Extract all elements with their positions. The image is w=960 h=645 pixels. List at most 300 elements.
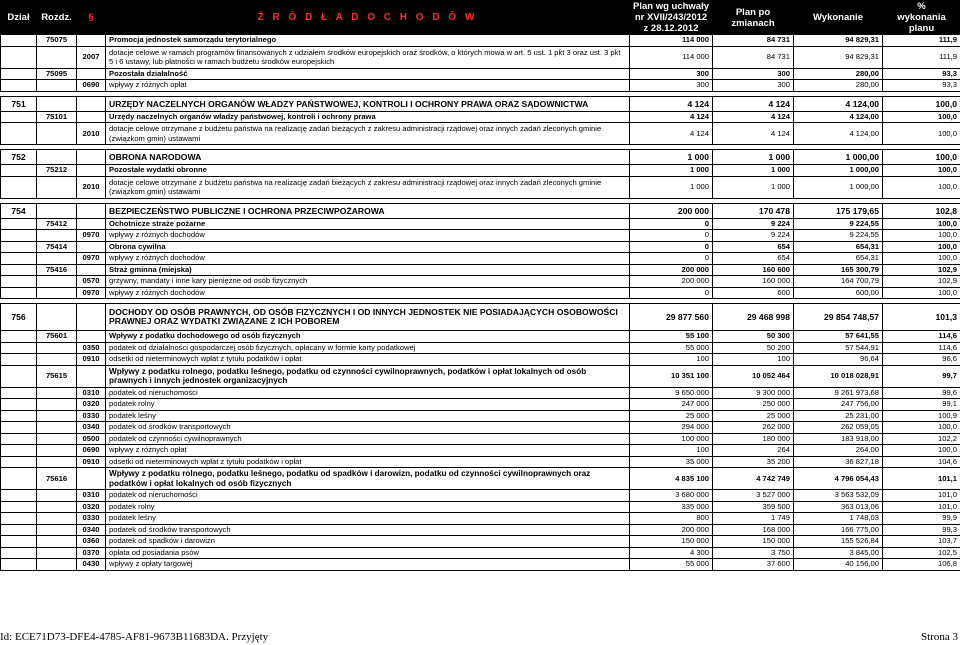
cell-procent: 96,6 (883, 354, 960, 366)
cell-rozdzial (37, 342, 77, 354)
cell-dzial: 756 (1, 304, 37, 331)
cell-nazwa: Pozostała działalność (106, 68, 630, 80)
cell-nazwa: DOCHODY OD OSÓB PRAWNYCH, OD OSÓB FIZYCZNYCH I OD INNYCH JEDNOSTEK NIE POSIADAJĄCYCH OSOBOWOŚCI PRAWNEJ ORAZ WYDATKI ZWIĄZANE Z ICH POBOREM (106, 304, 630, 331)
cell-rozdzial (37, 387, 77, 399)
cell-plan-po-zmianach: 250 000 (713, 399, 794, 411)
cell-paragraf: 0340 (77, 422, 106, 434)
cell-dzial (1, 501, 37, 513)
cell-procent: 93,3 (883, 80, 960, 92)
cell-plan-uchwala: 100 (630, 445, 713, 457)
cell-rozdzial (37, 445, 77, 457)
cell-plan-uchwala: 300 (630, 80, 713, 92)
cell-plan-uchwala: 0 (630, 287, 713, 299)
cell-dzial (1, 342, 37, 354)
cell-rozdzial: 75101 (37, 111, 77, 123)
cell-dzial (1, 46, 37, 68)
cell-plan-uchwala: 0 (630, 218, 713, 230)
cell-plan-uchwala: 335 000 (630, 501, 713, 513)
cell-wykonanie: 155 526,84 (794, 536, 883, 548)
cell-procent: 99,7 (883, 365, 960, 387)
cell-rozdzial (37, 524, 77, 536)
cell-procent: 100,0 (883, 287, 960, 299)
cell-paragraf: 0320 (77, 501, 106, 513)
cell-nazwa: wpływy z różnych dochodów (106, 230, 630, 242)
cell-nazwa: Promocja jednostek samorządu terytorialnego (106, 35, 630, 47)
cell-plan-po-zmianach: 262 000 (713, 422, 794, 434)
table-row (1, 304, 960, 331)
cell-plan-po-zmianach: 300 (713, 80, 794, 92)
table-row (1, 241, 960, 253)
table-row (1, 342, 960, 354)
cell-dzial (1, 490, 37, 502)
table-body (1, 35, 960, 571)
cell-nazwa: wpływy z różnych dochodów (106, 287, 630, 299)
table-row (1, 387, 960, 399)
pct-line2: wykonania (897, 12, 946, 23)
cell-plan-uchwala: 3 680 000 (630, 490, 713, 502)
table-row (1, 536, 960, 548)
cell-procent: 114,6 (883, 342, 960, 354)
cell-procent: 100,0 (883, 176, 960, 198)
table-row (1, 287, 960, 299)
cell-rozdzial: 75075 (37, 35, 77, 47)
cell-plan-uchwala: 114 000 (630, 35, 713, 47)
cell-wykonanie: 4 796 054,43 (794, 468, 883, 490)
cell-nazwa: Ochotnicze straże pożarne (106, 218, 630, 230)
cell-plan-po-zmianach: 35 200 (713, 456, 794, 468)
cell-rozdzial (37, 46, 77, 68)
cell-rozdzial (37, 433, 77, 445)
cell-paragraf (77, 165, 106, 177)
cell-plan-po-zmianach: 160 000 (713, 276, 794, 288)
table-row (1, 513, 960, 525)
cell-paragraf: 0430 (77, 559, 106, 571)
cell-paragraf: 0690 (77, 80, 106, 92)
cell-wykonanie: 164 700,79 (794, 276, 883, 288)
cell-paragraf: 0370 (77, 547, 106, 559)
cell-rozdzial (37, 276, 77, 288)
cell-procent: 100,0 (883, 111, 960, 123)
cell-plan-uchwala: 200 000 (630, 264, 713, 276)
table-row (1, 490, 960, 502)
cell-rozdzial (37, 123, 77, 145)
table-row (1, 123, 960, 145)
cell-plan-po-zmianach: 84 731 (713, 35, 794, 47)
cell-plan-uchwala: 800 (630, 513, 713, 525)
table-row (1, 253, 960, 265)
header-percent (883, 1, 960, 35)
cell-nazwa: Wpływy z podatku rolnego, podatku leśnego, podatku od czynności cywilnoprawnych, podatków i opłat lokalnych od osób prawnych i innych jednostek organizacyjnych (106, 365, 630, 387)
table-row (1, 559, 960, 571)
cell-plan-uchwala: 114 000 (630, 46, 713, 68)
cell-nazwa: opłata od posiadania psów (106, 547, 630, 559)
cell-paragraf: 2010 (77, 176, 106, 198)
cell-paragraf: 0350 (77, 342, 106, 354)
cell-dzial (1, 80, 37, 92)
cell-plan-uchwala: 4 124 (630, 111, 713, 123)
cell-procent: 100,0 (883, 445, 960, 457)
cell-nazwa: podatek leśny (106, 410, 630, 422)
cell-wykonanie: 96,64 (794, 354, 883, 366)
table-row (1, 422, 960, 434)
cell-nazwa: podatek od środków transportowych (106, 422, 630, 434)
cell-wykonanie: 94 829,31 (794, 46, 883, 68)
cell-procent: 111,9 (883, 46, 960, 68)
plan-wg-line2: nr XVII/243/2012 (634, 12, 708, 23)
cell-plan-po-zmianach: 3 750 (713, 547, 794, 559)
cell-procent: 102,2 (883, 433, 960, 445)
cell-wykonanie: 9 224,55 (794, 218, 883, 230)
cell-nazwa: podatek od spadków i darowizn (106, 536, 630, 548)
cell-plan-uchwala: 200 000 (630, 524, 713, 536)
cell-paragraf: 0970 (77, 253, 106, 265)
table-row (1, 524, 960, 536)
cell-nazwa: podatek od nieruchomości (106, 387, 630, 399)
cell-procent: 102,8 (883, 203, 960, 218)
cell-paragraf: 0970 (77, 287, 106, 299)
cell-wykonanie: 1 000,00 (794, 176, 883, 198)
cell-dzial (1, 547, 37, 559)
cell-plan-po-zmianach: 37 600 (713, 559, 794, 571)
cell-procent: 101,0 (883, 490, 960, 502)
cell-nazwa: dotacje celowe otrzymane z budżetu państwa na realizację zadań bieżących z zakresu administracji rządowej oraz innych zadań zleconych gminie (związkom gmin) ustawami (106, 123, 630, 145)
cell-dzial (1, 68, 37, 80)
cell-paragraf: 0310 (77, 490, 106, 502)
cell-plan-uchwala: 100 000 (630, 433, 713, 445)
cell-plan-uchwala: 150 000 (630, 536, 713, 548)
cell-rozdzial: 75616 (37, 468, 77, 490)
cell-procent: 101,0 (883, 501, 960, 513)
cell-plan-uchwala: 200 000 (630, 203, 713, 218)
table-row (1, 111, 960, 123)
table-row (1, 410, 960, 422)
cell-paragraf: 0320 (77, 399, 106, 411)
table-row (1, 354, 960, 366)
cell-plan-po-zmianach: 170 478 (713, 203, 794, 218)
cell-wykonanie: 4 124,00 (794, 111, 883, 123)
cell-plan-uchwala: 0 (630, 241, 713, 253)
cell-plan-uchwala: 294 000 (630, 422, 713, 434)
header-rozdz: Rozdz. (37, 1, 77, 35)
cell-plan-po-zmianach: 654 (713, 241, 794, 253)
cell-paragraf: 0500 (77, 433, 106, 445)
pct-line3: planu (908, 23, 935, 34)
cell-wykonanie: 4 124,00 (794, 96, 883, 111)
cell-dzial (1, 331, 37, 343)
cell-dzial (1, 410, 37, 422)
cell-wykonanie: 183 918,00 (794, 433, 883, 445)
cell-rozdzial (37, 501, 77, 513)
table-row (1, 456, 960, 468)
cell-wykonanie: 57 544,91 (794, 342, 883, 354)
cell-wykonanie: 3 845,00 (794, 547, 883, 559)
cell-wykonanie: 9 261 973,68 (794, 387, 883, 399)
table-row (1, 547, 960, 559)
cell-dzial (1, 387, 37, 399)
table-row (1, 365, 960, 387)
cell-nazwa: Urzędy naczelnych organów władzy państwowej, kontroli i ochrony prawa (106, 111, 630, 123)
cell-plan-uchwala: 1 000 (630, 176, 713, 198)
cell-nazwa: BEZPIECZEŃSTWO PUBLICZNE I OCHRONA PRZECIWPOŻAROWA (106, 203, 630, 218)
cell-paragraf (77, 365, 106, 387)
cell-dzial (1, 559, 37, 571)
cell-rozdzial (37, 490, 77, 502)
table-row (1, 80, 960, 92)
cell-rozdzial: 75412 (37, 218, 77, 230)
cell-wykonanie: 10 018 028,91 (794, 365, 883, 387)
cell-dzial (1, 276, 37, 288)
header-plan-wg-uchwaly (630, 1, 713, 35)
cell-procent: 100,0 (883, 253, 960, 265)
cell-wykonanie: 3 563 532,09 (794, 490, 883, 502)
table-row (1, 468, 960, 490)
cell-procent: 100,0 (883, 218, 960, 230)
plan-po-line1: Plan po (735, 6, 771, 18)
cell-plan-uchwala: 1 000 (630, 165, 713, 177)
cell-nazwa: Wpływy z podatku rolnego, podatku leśnego, podatku od spadków i darowizn, podatku od czynności cywilnoprawnych oraz podatków i opłat lokalnych od osób fizycznych (106, 468, 630, 490)
cell-rozdzial (37, 230, 77, 242)
cell-rozdzial: 75414 (37, 241, 77, 253)
cell-nazwa: odsetki od nieterminowych wpłat z tytułu podatków i opłat (106, 456, 630, 468)
cell-procent: 99,6 (883, 387, 960, 399)
cell-paragraf: 0910 (77, 456, 106, 468)
cell-wykonanie: 363 013,06 (794, 501, 883, 513)
cell-dzial (1, 230, 37, 242)
cell-paragraf: 0340 (77, 524, 106, 536)
cell-procent: 100,0 (883, 241, 960, 253)
cell-nazwa: wpływy z opłaty targowej (106, 559, 630, 571)
cell-wykonanie: 280,00 (794, 68, 883, 80)
cell-paragraf: 2007 (77, 46, 106, 68)
cell-dzial (1, 176, 37, 198)
table-row (1, 399, 960, 411)
cell-dzial (1, 264, 37, 276)
cell-dzial (1, 365, 37, 387)
table-row (1, 68, 960, 80)
cell-wykonanie: 29 854 748,57 (794, 304, 883, 331)
cell-nazwa: podatek rolny (106, 501, 630, 513)
cell-nazwa: Pozostałe wydatki obronne (106, 165, 630, 177)
header-dzial: Dział (1, 1, 37, 35)
cell-procent: 101,3 (883, 304, 960, 331)
cell-plan-po-zmianach: 180 000 (713, 433, 794, 445)
table-row (1, 264, 960, 276)
cell-plan-po-zmianach: 9 224 (713, 230, 794, 242)
cell-plan-po-zmianach: 1 000 (713, 165, 794, 177)
cell-plan-uchwala: 55 000 (630, 559, 713, 571)
cell-rozdzial: 75615 (37, 365, 77, 387)
cell-rozdzial: 75095 (37, 68, 77, 80)
plan-po-line2: zmianach (731, 17, 775, 29)
cell-wykonanie: 247 756,00 (794, 399, 883, 411)
cell-procent: 102,5 (883, 547, 960, 559)
cell-rozdzial (37, 253, 77, 265)
cell-dzial (1, 422, 37, 434)
cell-wykonanie: 165 300,79 (794, 264, 883, 276)
cell-rozdzial (37, 96, 77, 111)
cell-plan-uchwala: 9 650 000 (630, 387, 713, 399)
cell-plan-uchwala: 1 000 (630, 150, 713, 165)
table-row (1, 433, 960, 445)
cell-paragraf: 0970 (77, 230, 106, 242)
cell-paragraf: 0570 (77, 276, 106, 288)
cell-rozdzial (37, 203, 77, 218)
cell-paragraf: 0310 (77, 387, 106, 399)
cell-plan-po-zmianach: 4 124 (713, 111, 794, 123)
cell-plan-uchwala: 4 124 (630, 96, 713, 111)
cell-procent: 100,0 (883, 96, 960, 111)
cell-plan-po-zmianach: 3 527 000 (713, 490, 794, 502)
cell-plan-po-zmianach: 4 124 (713, 123, 794, 145)
cell-plan-uchwala: 200 000 (630, 276, 713, 288)
cell-dzial (1, 456, 37, 468)
cell-dzial: 754 (1, 203, 37, 218)
cell-procent: 99,3 (883, 524, 960, 536)
cell-paragraf: 0330 (77, 410, 106, 422)
table-row (1, 46, 960, 68)
cell-plan-uchwala: 55 100 (630, 331, 713, 343)
cell-nazwa: wpływy z różnych opłat (106, 445, 630, 457)
cell-rozdzial (37, 80, 77, 92)
cell-plan-po-zmianach: 359 500 (713, 501, 794, 513)
cell-wykonanie: 166 775,00 (794, 524, 883, 536)
header-wykonanie: Wykonanie (794, 1, 883, 35)
cell-nazwa: URZĘDY NACZELNYCH ORGANÓW WŁADZY PAŃSTWOWEJ, KONTROLI I OCHRONY PRAWA ORAZ SĄDOWNICTWA (106, 96, 630, 111)
cell-nazwa: podatek od nieruchomości (106, 490, 630, 502)
cell-nazwa: dotacje celowe w ramach programów finansowanych z udziałem środków europejskich oraz środków, o których mowa w art. 5 ust. 1 pkt 3 oraz ust. 3 pkt 5 i 6 ustawy, lub płatności w ramach budżetu środków europejskich (106, 46, 630, 68)
cell-plan-uchwala: 55 000 (630, 342, 713, 354)
cell-plan-po-zmianach: 10 052 464 (713, 365, 794, 387)
cell-dzial (1, 241, 37, 253)
cell-wykonanie: 600,00 (794, 287, 883, 299)
cell-procent: 102,9 (883, 276, 960, 288)
cell-paragraf (77, 96, 106, 111)
cell-dzial (1, 165, 37, 177)
cell-dzial (1, 354, 37, 366)
cell-nazwa: Obrona cywilna (106, 241, 630, 253)
cell-dzial (1, 524, 37, 536)
cell-nazwa: grzywny, mandaty i inne kary pieniężne od osób fizycznych (106, 276, 630, 288)
cell-rozdzial (37, 304, 77, 331)
header-source-title: Ź R Ó D Ł A D O C H O D Ó W (106, 1, 630, 35)
cell-paragraf: 0330 (77, 513, 106, 525)
cell-wykonanie: 280,00 (794, 80, 883, 92)
plan-wg-line3: z 28.12.2012 (643, 23, 699, 34)
cell-procent: 100,9 (883, 410, 960, 422)
cell-plan-po-zmianach: 9 300 000 (713, 387, 794, 399)
table-row (1, 501, 960, 513)
cell-procent: 100,0 (883, 150, 960, 165)
cell-nazwa: Wpływy z podatku dochodowego od osób fizycznych (106, 331, 630, 343)
cell-paragraf (77, 111, 106, 123)
cell-rozdzial (37, 287, 77, 299)
table-row (1, 150, 960, 165)
cell-rozdzial (37, 176, 77, 198)
pct-line1: % (917, 1, 926, 12)
cell-wykonanie: 264,00 (794, 445, 883, 457)
cell-procent: 101,1 (883, 468, 960, 490)
cell-rozdzial: 75601 (37, 331, 77, 343)
cell-wykonanie: 654,31 (794, 253, 883, 265)
cell-procent: 111,9 (883, 35, 960, 47)
table-header-row (1, 1, 960, 35)
cell-nazwa: podatek od środków transportowych (106, 524, 630, 536)
cell-procent: 100,0 (883, 165, 960, 177)
cell-paragraf (77, 203, 106, 218)
cell-wykonanie: 9 224,55 (794, 230, 883, 242)
cell-nazwa: podatek leśny (106, 513, 630, 525)
cell-procent: 99,9 (883, 513, 960, 525)
table-row (1, 35, 960, 47)
cell-procent: 93,3 (883, 68, 960, 80)
cell-plan-uchwala: 25 000 (630, 410, 713, 422)
cell-rozdzial (37, 399, 77, 411)
cell-paragraf (77, 468, 106, 490)
cell-dzial (1, 35, 37, 47)
cell-dzial (1, 513, 37, 525)
cell-paragraf: 2010 (77, 123, 106, 145)
cell-plan-po-zmianach: 1 000 (713, 150, 794, 165)
cell-paragraf (77, 35, 106, 47)
cell-plan-uchwala: 35 000 (630, 456, 713, 468)
cell-wykonanie: 1 000,00 (794, 150, 883, 165)
cell-nazwa: OBRONA NARODOWA (106, 150, 630, 165)
cell-rozdzial (37, 354, 77, 366)
cell-plan-po-zmianach: 29 468 998 (713, 304, 794, 331)
cell-dzial: 752 (1, 150, 37, 165)
cell-procent: 100,0 (883, 422, 960, 434)
cell-nazwa: podatek rolny (106, 399, 630, 411)
cell-procent: 103,7 (883, 536, 960, 548)
cell-plan-po-zmianach: 9 224 (713, 218, 794, 230)
cell-plan-uchwala: 100 (630, 354, 713, 366)
cell-plan-po-zmianach: 50 300 (713, 331, 794, 343)
cell-dzial (1, 445, 37, 457)
cell-dzial (1, 468, 37, 490)
table-row (1, 96, 960, 111)
page-number: Strona 3 (921, 631, 958, 643)
cell-wykonanie: 57 641,55 (794, 331, 883, 343)
cell-plan-po-zmianach: 1 749 (713, 513, 794, 525)
cell-plan-uchwala: 0 (630, 230, 713, 242)
cell-paragraf (77, 218, 106, 230)
table-row (1, 331, 960, 343)
cell-plan-uchwala: 247 000 (630, 399, 713, 411)
cell-procent: 100,0 (883, 230, 960, 242)
cell-dzial (1, 399, 37, 411)
cell-plan-uchwala: 0 (630, 253, 713, 265)
cell-paragraf: 0690 (77, 445, 106, 457)
cell-paragraf (77, 241, 106, 253)
cell-plan-po-zmianach: 168 000 (713, 524, 794, 536)
cell-paragraf (77, 304, 106, 331)
cell-wykonanie: 25 231,00 (794, 410, 883, 422)
cell-plan-po-zmianach: 600 (713, 287, 794, 299)
plan-wg-line1: Plan wg uchwały (633, 1, 710, 12)
cell-plan-po-zmianach: 50 200 (713, 342, 794, 354)
table-row (1, 203, 960, 218)
cell-paragraf (77, 68, 106, 80)
cell-paragraf (77, 264, 106, 276)
cell-dzial (1, 536, 37, 548)
cell-plan-uchwala: 10 351 100 (630, 365, 713, 387)
header-paragraph: § (77, 1, 106, 35)
cell-plan-po-zmianach: 300 (713, 68, 794, 80)
cell-rozdzial (37, 547, 77, 559)
cell-plan-po-zmianach: 25 000 (713, 410, 794, 422)
cell-wykonanie: 4 124,00 (794, 123, 883, 145)
cell-procent: 102,9 (883, 264, 960, 276)
